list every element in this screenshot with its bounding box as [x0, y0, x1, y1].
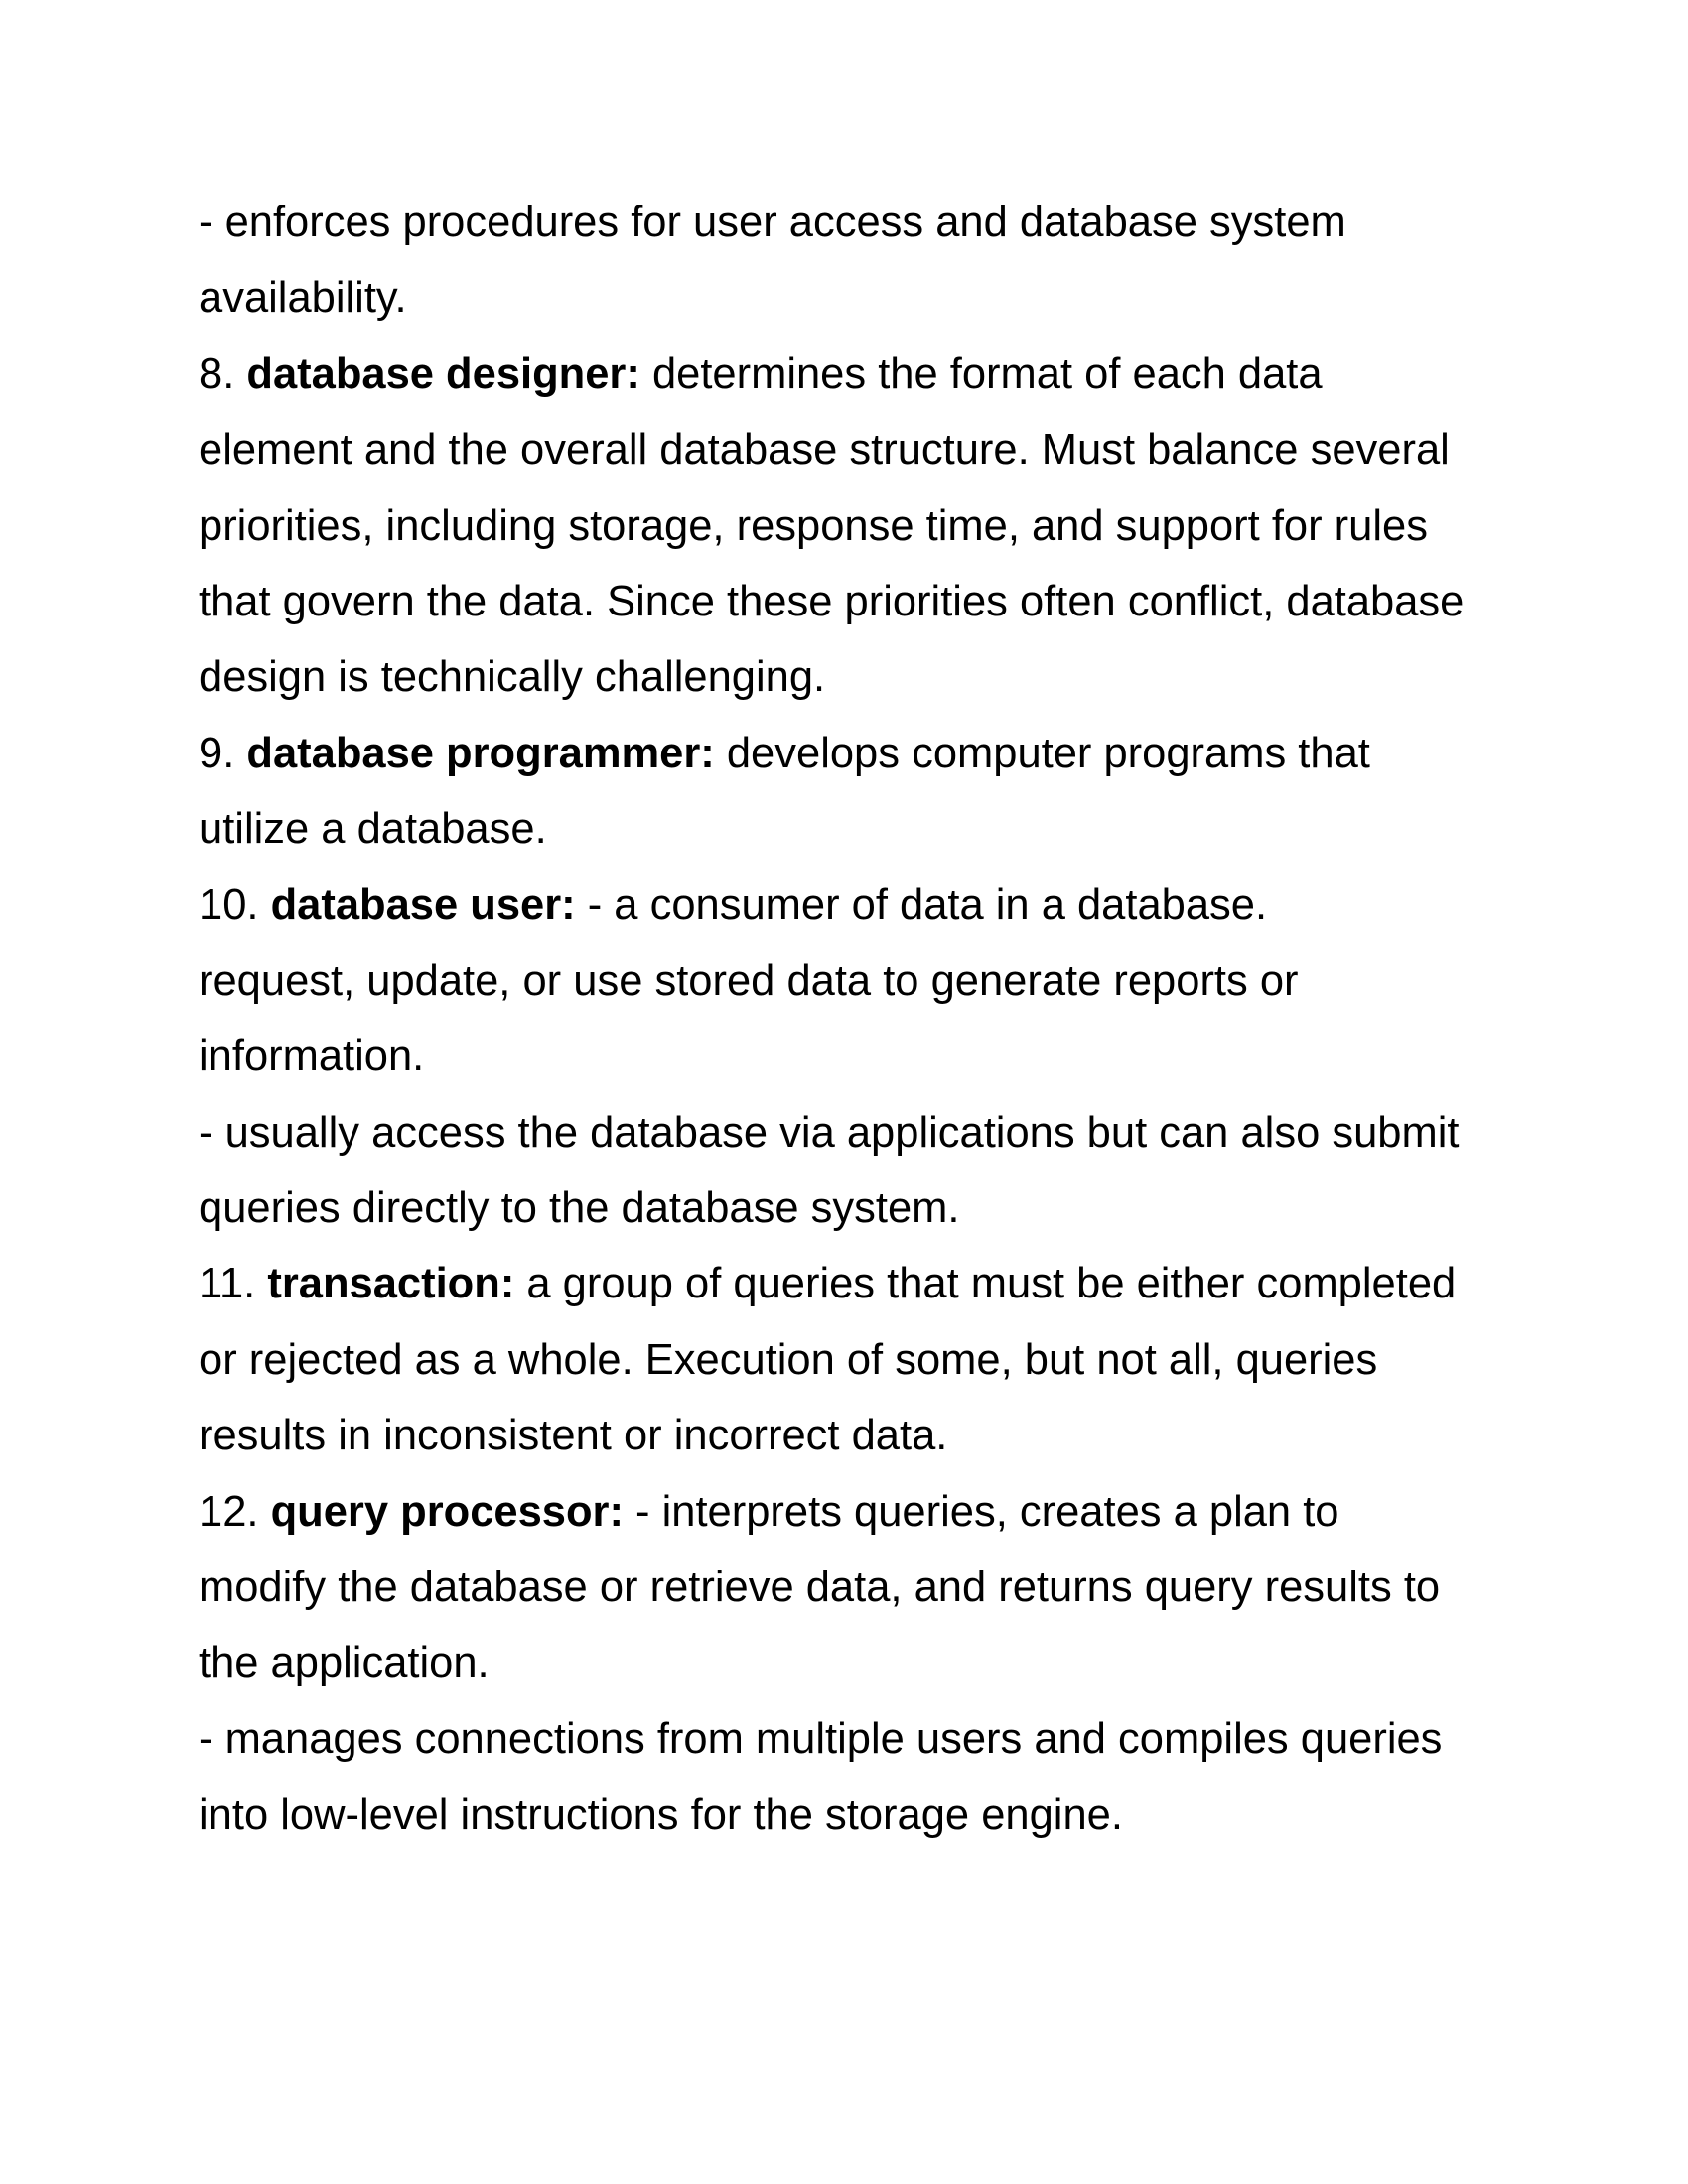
definition-text: - interprets queries, creates a plan to [623, 1487, 1339, 1536]
definition-heading-line [199, 716, 1509, 791]
text-line: design is technically challenging. [199, 653, 826, 702]
definition-text: - a consumer of data in a database. [575, 881, 1268, 929]
definition-text: develops computer programs that [714, 729, 1370, 777]
text-line: modify the database or retrieve data, and returns query results to [199, 1564, 1441, 1612]
term: query processor: [270, 1487, 624, 1536]
text-line: queries directly to the database system. [199, 1184, 960, 1233]
text-line: information. [199, 1032, 425, 1081]
term: database designer: [246, 349, 640, 398]
definition-query-processor [199, 1474, 1509, 1853]
text-line: - enforces procedures for user access and database system [199, 199, 1346, 246]
definition-text: a group of queries that must be either completed [514, 1260, 1457, 1308]
text-line: availability. [199, 274, 407, 323]
text-line: results in inconsistent or incorrect data. [199, 1412, 948, 1460]
text-line: utilize a database. [199, 805, 547, 854]
text-line: priorities, including storage, response time, and support for rules [199, 501, 1428, 550]
item-number: 12. [199, 1487, 259, 1536]
definition-heading-line [199, 337, 1509, 412]
text-line: or rejected as a whole. Execution of some, but not all, queries [199, 1335, 1378, 1384]
continuation-paragraph [199, 185, 1509, 337]
definition-heading-line [199, 1474, 1509, 1550]
text-line: - usually access the database via applications but can also submit [199, 1108, 1460, 1157]
definition-text: determines the format of each data [639, 349, 1323, 398]
item-number: 11. [199, 1260, 256, 1308]
definition-heading-line [199, 868, 1509, 943]
item-number: 9. [199, 729, 235, 777]
item-number: 10. [199, 881, 259, 929]
text-line: that govern the data. Since these priorities often conflict, database [199, 577, 1465, 625]
definition-database-programmer [199, 716, 1509, 868]
term: database programmer: [246, 729, 715, 777]
text-line: element and the overall database structure. Must balance several [199, 426, 1450, 475]
item-number: 8. [199, 349, 235, 398]
definition-transaction [199, 1246, 1509, 1473]
text-line: into low-level instructions for the storage engine. [199, 1791, 1123, 1840]
definition-database-user [199, 868, 1509, 1247]
text-line: request, update, or use stored data to generate reports or [199, 956, 1299, 1005]
text-line: the application. [199, 1639, 490, 1688]
term: transaction: [267, 1260, 515, 1308]
definition-database-designer [199, 337, 1509, 716]
text-line: - manages connections from multiple users and compiles queries [199, 1714, 1443, 1763]
definition-heading-line [199, 1246, 1509, 1321]
term: database user: [270, 881, 576, 929]
document-page [199, 185, 1509, 1853]
